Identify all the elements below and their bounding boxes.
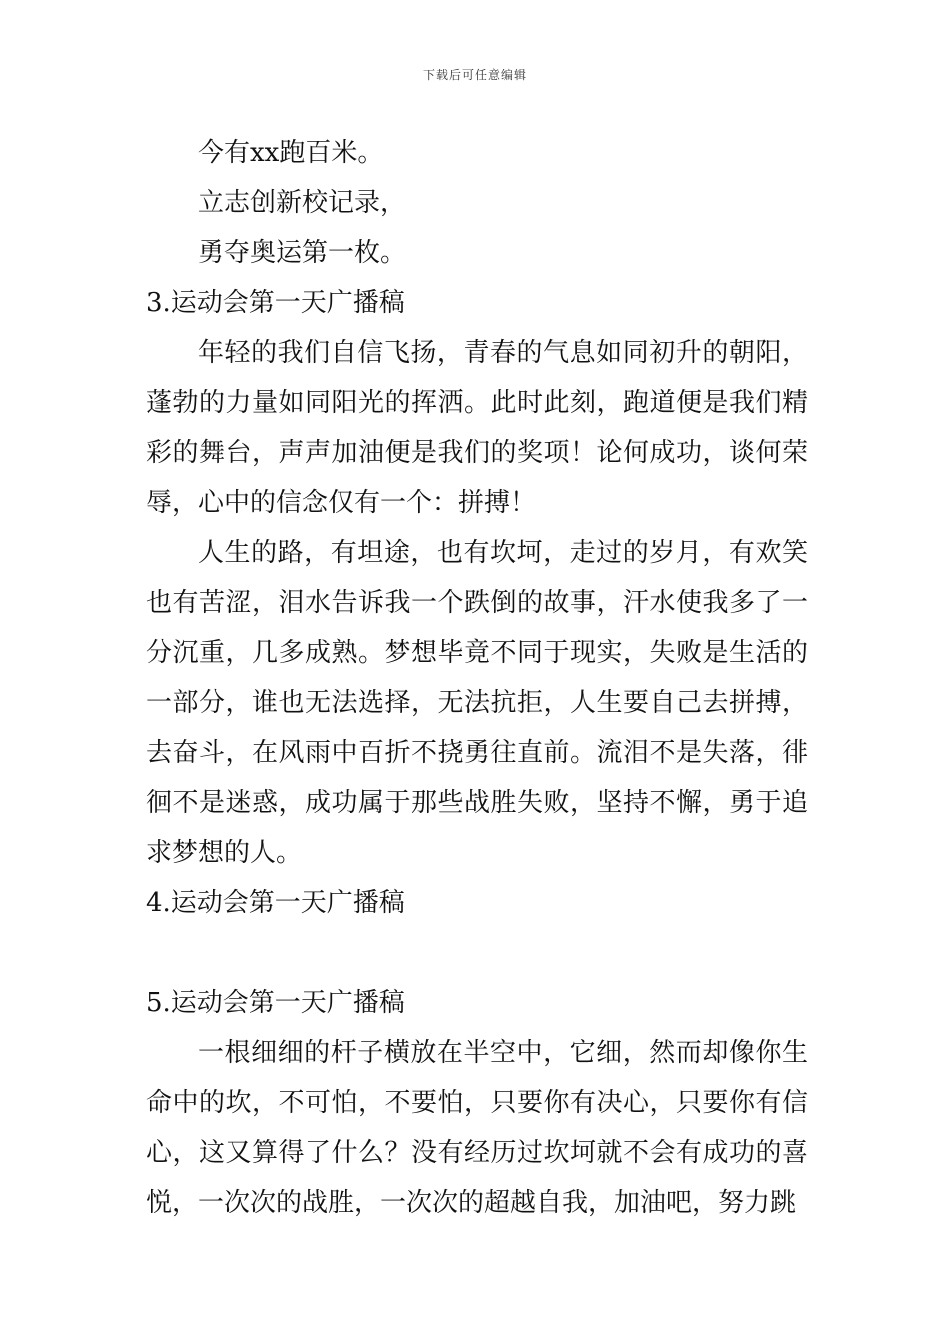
document-body — [146, 128, 808, 1228]
blank-line — [146, 928, 808, 978]
poem-line: 立志创新校记录， — [198, 188, 407, 218]
section-3-title: 3.运动会第一天广播稿 — [146, 288, 405, 318]
section-5-title: 5.运动会第一天广播稿 — [146, 988, 405, 1018]
page-header-note: 下载后可任意编辑 — [422, 68, 527, 82]
section-3-paragraph: 人生的路，有坦途，也有坎坷，走过的岁月，有欢笑也有苦涩，泪水告诉我一个跌倒的故事，汗水使我多了一分沉重，几多成熟。梦想毕竟不同于现实，失败是生活的一部分，谁也无法选择，无法抗拒，人生要自己去拼搏，去奋斗，在风雨中百折不挠勇往直前。流泪不是失落，徘徊不是迷惑，成功属于那些战胜失败，坚持不懈，勇于追求梦想的人。 — [146, 538, 808, 868]
section-3-paragraph: 年轻的我们自信飞扬，青春的气息如同初升的朝阳，蓬勃的力量如同阳光的挥洒。此时此刻，跑道便是我们精彩的舞台，声声加油便是我们的奖项！论何成功，谈何荣辱，心中的信念仅有一个：拼搏！ — [146, 338, 808, 518]
section-4-title: 4.运动会第一天广播稿 — [146, 888, 405, 918]
section-5-paragraph: 一根细细的杆子横放在半空中，它细，然而却像你生命中的坎，不可怕，不要怕，只要你有决心，只要你有信心，这又算得了什么？没有经历过坎坷就不会有成功的喜悦，一次次的战胜，一次次的超越自我，加油吧，努力跳 — [146, 1038, 808, 1218]
poem-line: 勇夺奥运第一枚。 — [198, 238, 407, 268]
poem-line: 今有xx跑百米。 — [198, 138, 384, 168]
